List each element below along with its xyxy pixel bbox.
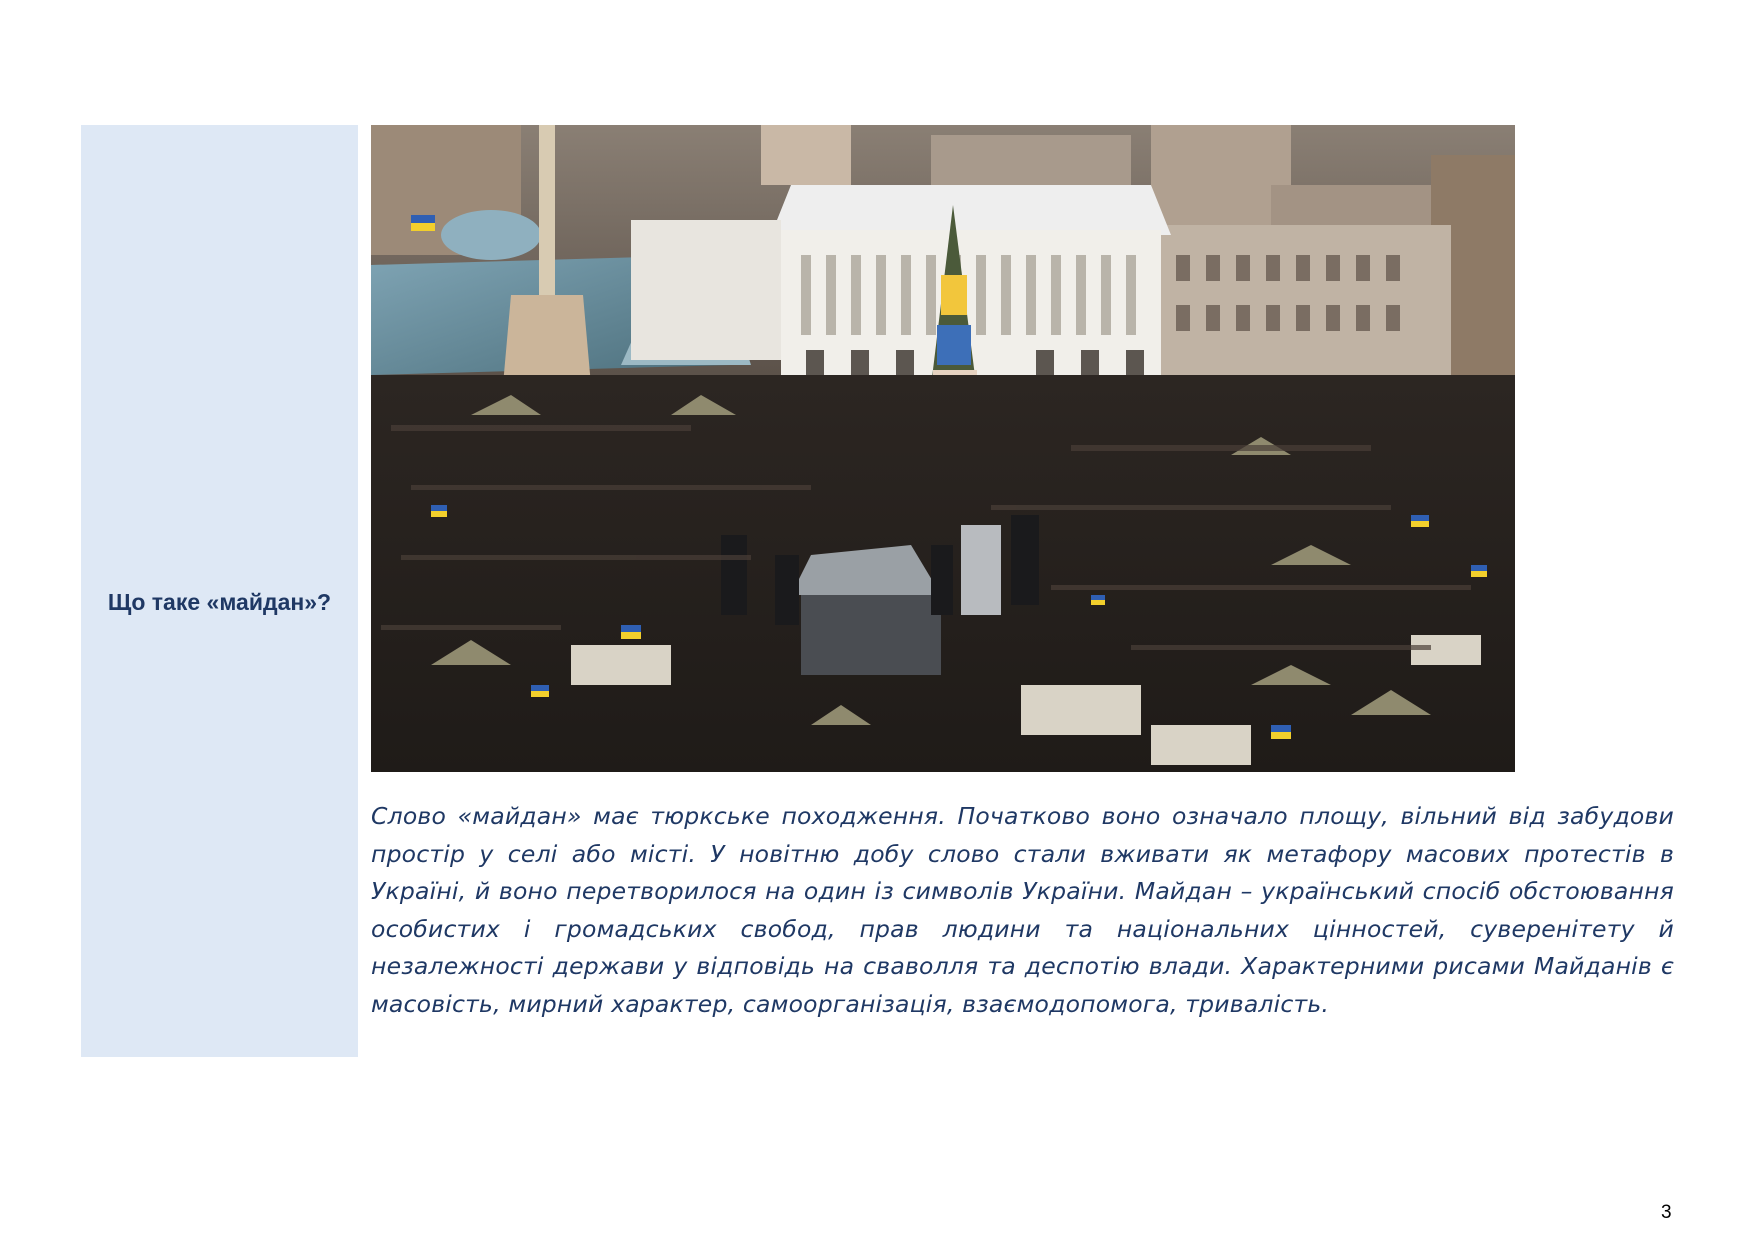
maidan-crowd-photo (371, 125, 1515, 772)
description-paragraph: Слово «майдан» має тюркське походження. Початково воно означало площу, вільний від забудови простір у селі або місті. У новітню добу слово стали вживати як метафору масових протестів в Україні, й воно перетворилося на один із символів України. Майдан – український спосіб обстоювання особистих і громадських свобод, прав людини та національних цінностей, суверенітету й незалежності держави у відповідь на сваволля та деспотію влади. Характерними рисами Майданів є масовість, мирний характер, самоорганізація, взаємодопомога, тривалість. (371, 802, 1674, 1018)
sidebar-panel (81, 125, 358, 1057)
page-number: 3 (1661, 1202, 1672, 1223)
section-title: Що таке «майдан»? (107, 588, 332, 615)
